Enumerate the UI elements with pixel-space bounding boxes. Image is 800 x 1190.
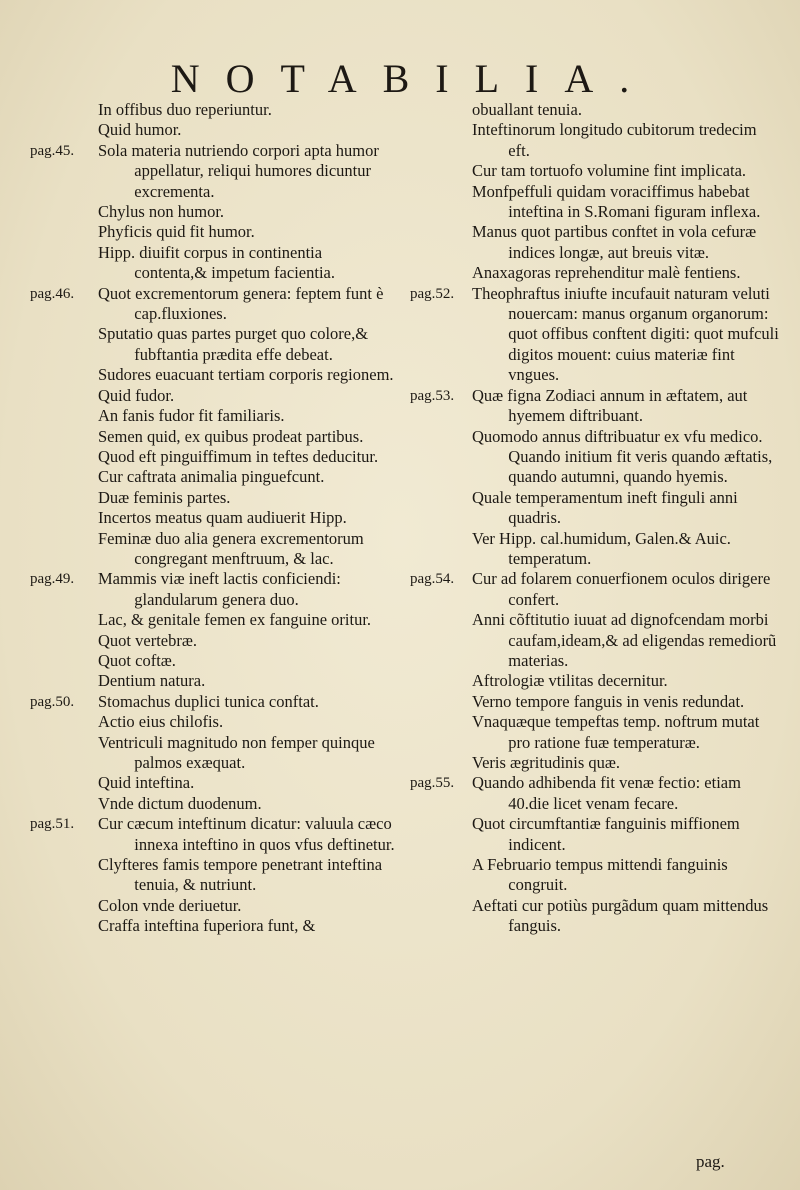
entry-text: Phyficis quid fit humor. [98, 222, 255, 242]
entry-text: Quot vertebræ. [98, 630, 197, 650]
entry-text: Quale temperamentum ineft finguli anni quadris. [472, 487, 738, 528]
entry-text: Quot circumftantiæ fanguinis miffionem indicent. [472, 814, 740, 854]
index-entry [410, 610, 780, 671]
entry-text: Feminæ duo alia genera excrementorum congregant menftruum, & lac. [98, 528, 364, 568]
entry-text: Lac, & genitale femen ex fanguine oritur. [98, 610, 372, 630]
index-entry [410, 896, 780, 937]
entry-text: Aftrologiæ vtilitas decernitur. [472, 671, 668, 691]
entry-text: Quod eft pinguiffimum in teftes deducitur. [98, 446, 379, 466]
index-entry [410, 488, 780, 529]
entry-text: Clyfteres famis tempore penetrant inteftina tenuia, & nutriunt. [98, 855, 383, 895]
entry-text: Cur caftrata animalia pinguefcunt. [98, 467, 325, 487]
index-entry [30, 569, 395, 610]
index-entry [410, 712, 780, 753]
index-entry [30, 365, 395, 385]
page-title: NOTABILIA. [170, 56, 656, 101]
entry-text: Anni cõftitutio iuuat ad dignofcendam morbi caufam,ideam,& ad eligendas remediorũ materias. [472, 610, 777, 670]
entry-text: Quid fudor. [98, 385, 175, 405]
entry-text: Stomachus duplici tunica conftat. [98, 691, 319, 711]
index-entry [30, 794, 395, 814]
entry-text: A Februario tempus mittendi fanguinis congruit. [472, 855, 728, 895]
page-reference: pag.53. [410, 387, 455, 404]
index-entry [30, 222, 395, 242]
entry-text: obuallant tenuia. [472, 100, 582, 119]
entry-text: Sputatio quas partes purget quo colore,& fubftantia prædita effe debeat. [98, 324, 369, 364]
index-entry [30, 406, 395, 426]
index-entry [30, 529, 395, 570]
entry-text: Quæ figna Zodiaci annum in æftatem, aut hyemem diftribuant. [472, 385, 748, 426]
page-reference: pag.51. [30, 816, 75, 833]
entry-text: Incertos meatus quam audiuerit Hipp. [98, 508, 347, 528]
index-entry [410, 671, 780, 691]
index-entry [410, 120, 780, 161]
page-reference: pag.50. [30, 693, 75, 710]
entry-text: Sudores euacuant tertiam corporis regionem. [98, 365, 394, 385]
index-entry [30, 855, 395, 896]
entry-text: Colon vnde deriuetur. [98, 895, 242, 915]
index-entry [410, 100, 780, 120]
index-entry [30, 488, 395, 508]
index-entry [410, 427, 780, 488]
index-entry [30, 467, 395, 487]
page-reference: pag.49. [30, 571, 75, 588]
page-reference: pag.46. [30, 285, 75, 302]
index-entry [30, 712, 395, 732]
catchword: pag. [696, 1152, 725, 1171]
entry-text: Manus quot partibus conftet in vola cefuræ indices longæ, aut breuis vitæ. [472, 222, 757, 262]
entry-text: Anaxagoras reprehenditur malè fentiens. [472, 263, 741, 283]
entry-text: Theophraftus iniufte incufauit naturam veluti nouercam: manus organum organorum: quot offibus conftent digiti: quot mufculi digitos mouent: cuius materiæ fint vngues. [472, 283, 779, 385]
left-column [30, 100, 395, 937]
entry-text: Verno tempore fanguis in venis redundat. [472, 691, 745, 711]
index-entry [30, 508, 395, 528]
entry-text: Cur cæcum inteftinum dicatur: valuula cæco innexa inteftino in quos vfus deftinetur. [98, 814, 395, 854]
entry-text: Ver Hipp. cal.humidum, Galen.& Auic. temperatum. [472, 528, 731, 568]
page-reference: pag.52. [410, 285, 455, 302]
index-entry [410, 222, 780, 263]
entry-text: Actio eius chilofis. [98, 712, 224, 732]
index-entry [30, 916, 395, 936]
index-entry [30, 427, 395, 447]
index-entry [30, 631, 395, 651]
index-entry [410, 692, 780, 712]
index-entry [30, 651, 395, 671]
entry-text: Sola materia nutriendo corpori apta humor appellatur, reliqui humores dicuntur excrementa. [98, 140, 379, 201]
index-entry [30, 692, 395, 712]
entry-text: Veris ægritudinis quæ. [472, 753, 621, 772]
index-entry [30, 733, 395, 774]
index-entry [30, 896, 395, 916]
entry-text: Aeftati cur potiùs purgãdum quam mittendus fanguis. [472, 895, 769, 936]
index-entry [410, 814, 780, 855]
index-entry [410, 284, 780, 386]
index-entry [410, 773, 780, 814]
entry-text: Vnaquæque tempeftas temp. noftrum mutat pro ratione fuæ temperaturæ. [472, 712, 760, 752]
index-entry [30, 324, 395, 365]
index-entry [30, 447, 395, 467]
entry-text: Vnde dictum duodenum. [98, 793, 262, 813]
index-entry [410, 386, 780, 427]
entry-text: Monfpeffuli quidam voraciffimus habebat inteftina in S.Romani figuram inflexa. [472, 181, 761, 222]
index-entry [30, 141, 395, 202]
entry-text: Ventriculi magnitudo non femper quinque palmos exæquat. [98, 732, 375, 772]
index-entry [410, 569, 780, 610]
entry-text: Quid humor. [98, 120, 182, 140]
entry-text: Hipp. diuifit corpus in continentia contenta,& impetum facientia. [98, 242, 335, 283]
entry-text: Quid inteftina. [98, 773, 195, 793]
index-entry [30, 120, 395, 140]
index-entry [410, 182, 780, 223]
entry-text: Chylus non humor. [98, 202, 225, 222]
index-entry [30, 284, 395, 325]
index-entry [30, 671, 395, 691]
page-reference: pag.55. [410, 775, 455, 792]
index-entry [30, 100, 395, 120]
index-entry [30, 814, 395, 855]
entry-text: Quot excrementorum genera: feptem funt è cap.fluxiones. [98, 283, 384, 324]
page-reference: pag.45. [30, 142, 75, 159]
entry-text: Cur tam tortuofo volumine fint implicata. [472, 161, 747, 181]
index-entry [30, 202, 395, 222]
entry-text: An fanis fudor fit familiaris. [98, 406, 285, 426]
index-entry [410, 161, 780, 181]
page-reference: pag.54. [410, 571, 455, 588]
index-entry [30, 773, 395, 793]
index-entry [410, 753, 780, 773]
entry-text: Quot coftæ. [98, 650, 176, 670]
entry-text: Dentium natura. [98, 671, 206, 691]
index-entry [30, 243, 395, 284]
index-entry [410, 263, 780, 283]
index-entry [410, 855, 780, 896]
index-entry [30, 610, 395, 630]
entry-text: Cur ad folarem conuerfionem oculos dirigere confert. [472, 569, 771, 609]
entry-text: Semen quid, ex quibus prodeat partibus. [98, 426, 364, 446]
entry-text: Mammis viæ ineft lactis conficiendi: glandularum genera duo. [98, 569, 341, 609]
entry-text: Quomodo annus diftribuatur ex vfu medico. Quando initium fit veris quando æftatis, quando autumni, quando hyemis. [472, 426, 773, 487]
entry-text: Craffa inteftina fuperiora funt, & [98, 916, 316, 936]
entry-text: Quando adhibenda fit venæ fectio: etiam 40.die licet venam fecare. [472, 773, 741, 813]
entry-text: In offibus duo reperiuntur. [98, 100, 272, 119]
entry-text: Duæ feminis partes. [98, 487, 231, 507]
index-entry [410, 529, 780, 570]
entry-text: Inteftinorum longitudo cubitorum tredecim eft. [472, 120, 757, 160]
right-column [410, 100, 780, 937]
index-entry [30, 386, 395, 406]
